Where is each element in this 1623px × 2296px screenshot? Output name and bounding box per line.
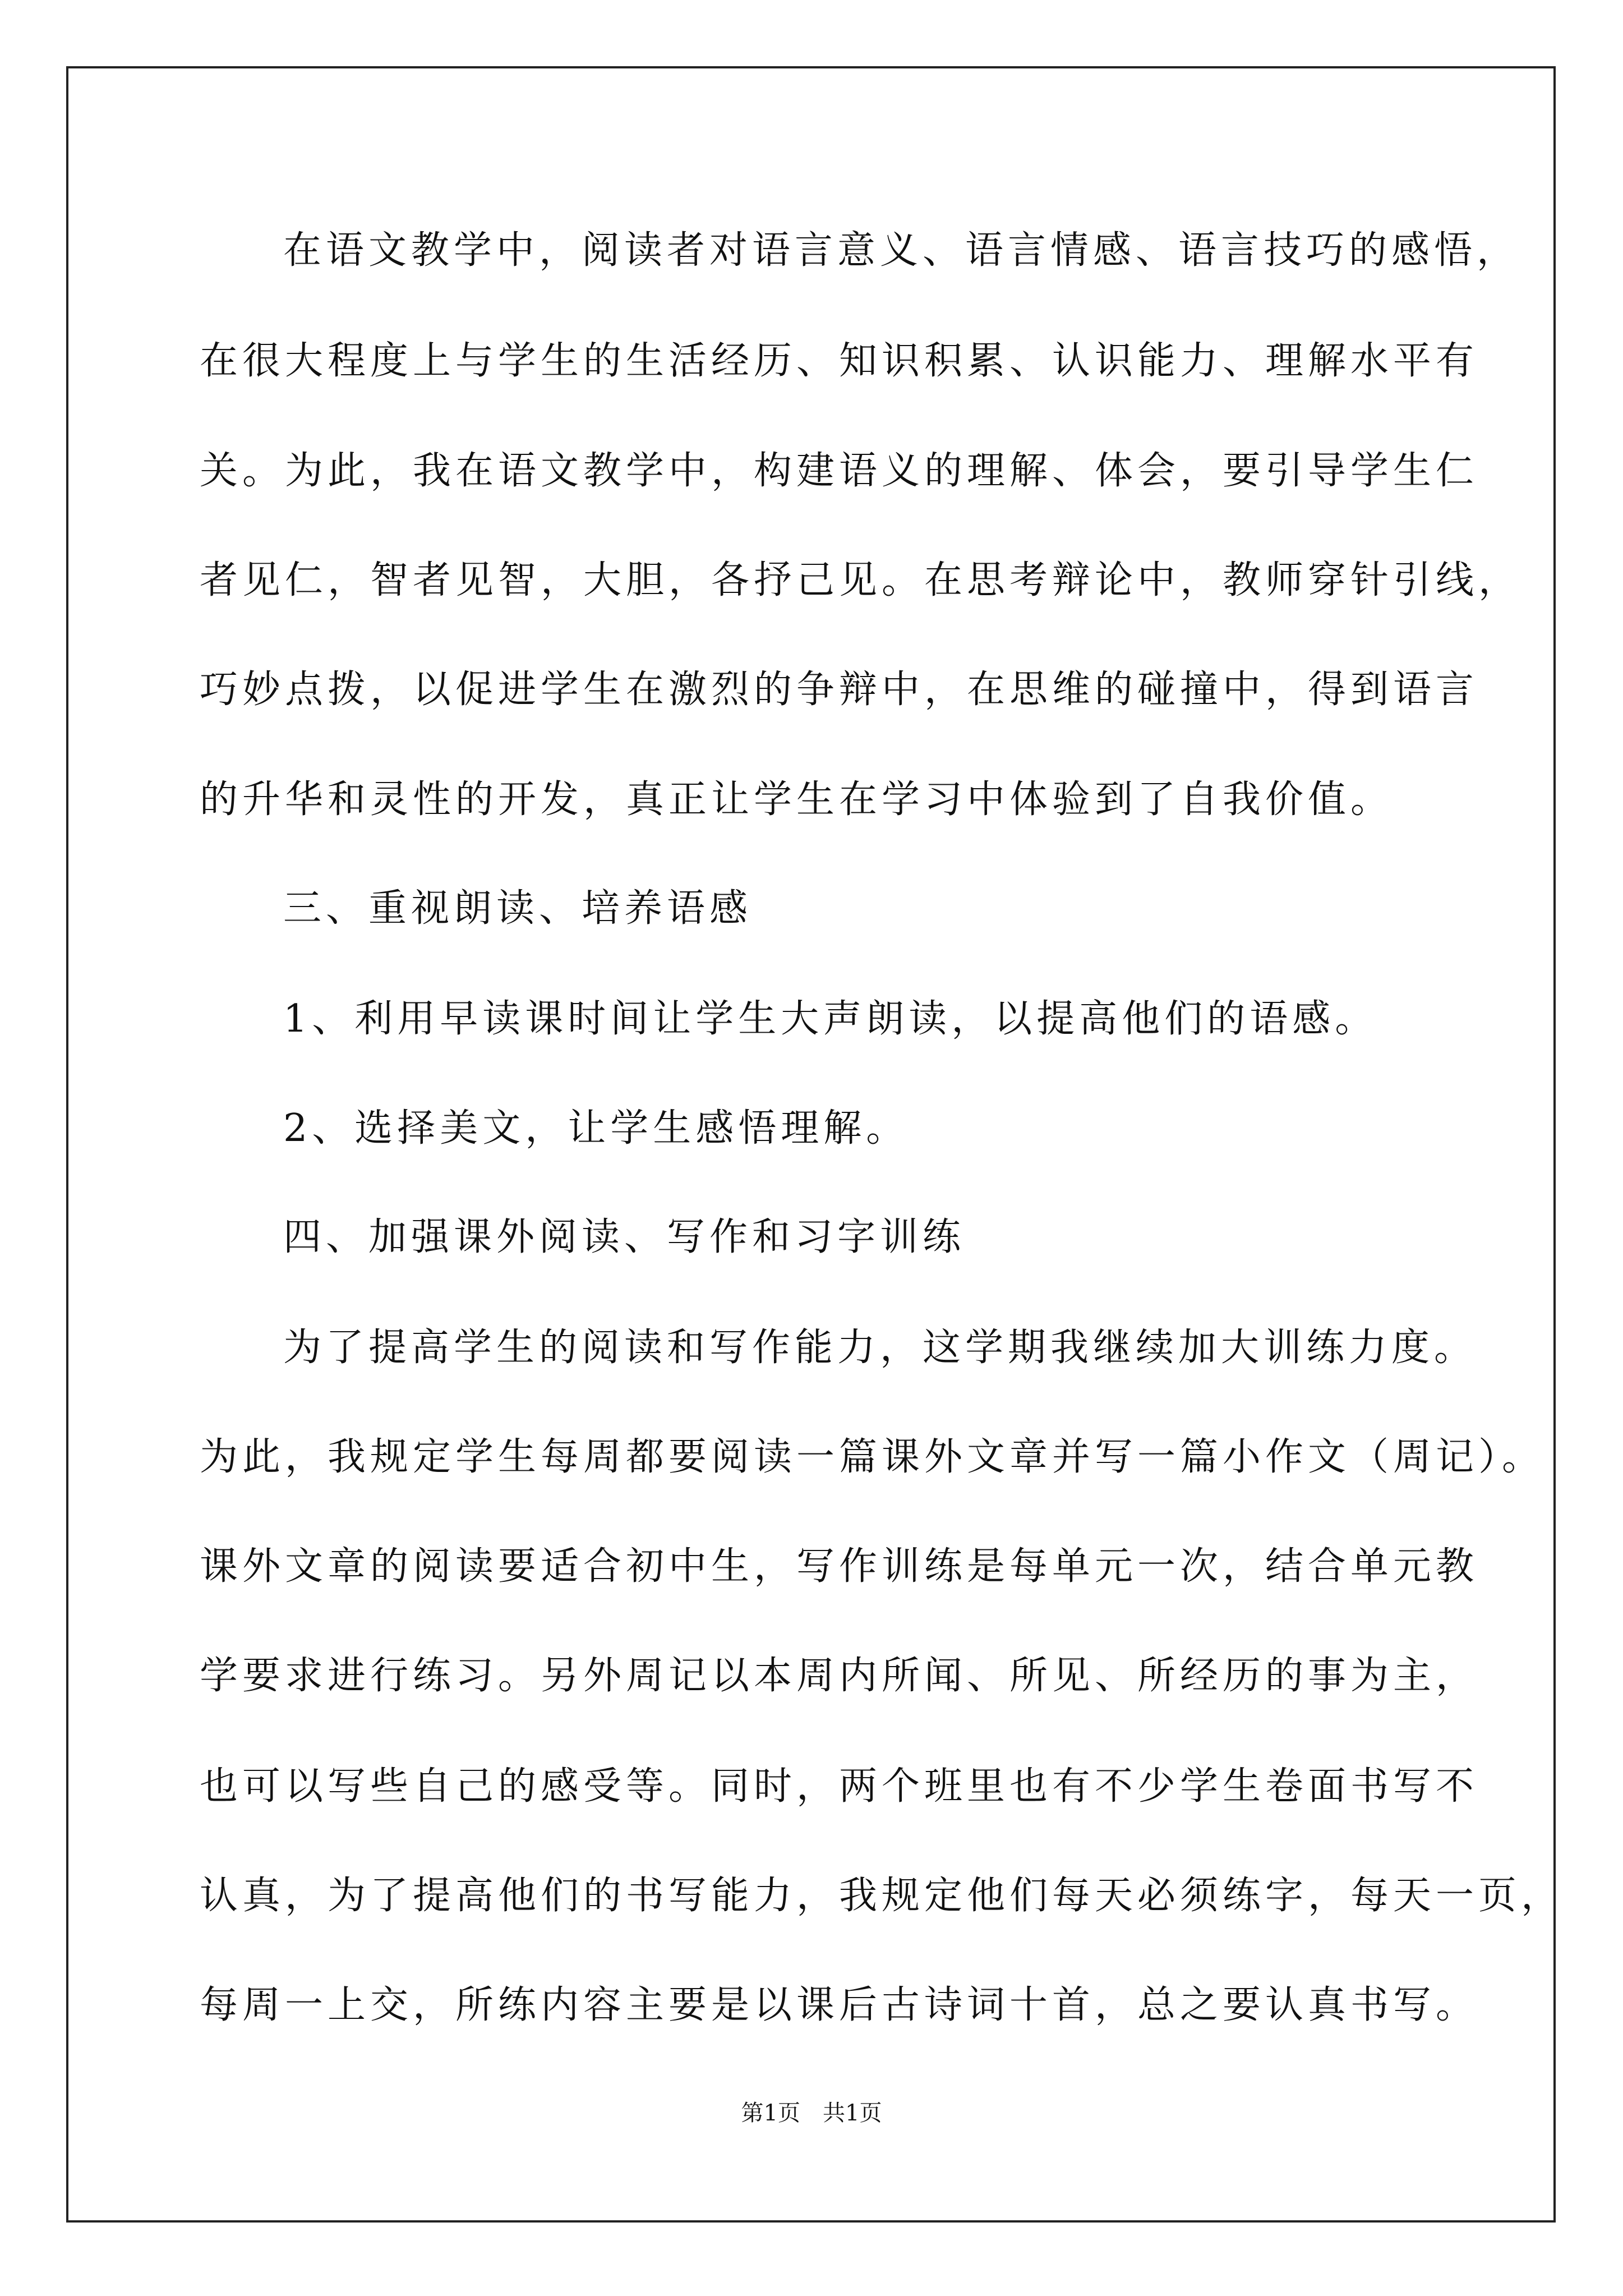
- paragraph-line: 的升华和灵性的开发，真正让学生在学习中体验到了自我价值。: [200, 777, 1394, 822]
- page-total: 共1页: [823, 2100, 882, 2126]
- paragraph-line: 每周一上交，所练内容主要是以课后古诗词十首，总之要认真书写。: [200, 1983, 1479, 2027]
- paragraph-line: 在很大程度上与学生的生活经历、知识积累、认识能力、理解水平有: [200, 339, 1479, 383]
- paragraph-line: 学要求进行练习。另外周记以本周内所闻、所见、所经历的事为主，: [200, 1654, 1479, 1698]
- page-number: 第1页: [741, 2100, 800, 2126]
- paragraph-line: 关。为此，我在语文教学中，构建语义的理解、体会，要引导学生仁: [200, 449, 1479, 493]
- paragraph-line: 为此，我规定学生每周都要阅读一篇课外文章并写一篇小作文（周记）。: [200, 1435, 1545, 1479]
- list-item: 1、利用早读课时间让学生大声朗读，以提高他们的语感。: [283, 997, 1378, 1041]
- paragraph-line: 也可以写些自己的感受等。同时，两个班里也有不少学生卷面书写不: [200, 1764, 1479, 1809]
- section-heading: 三、重视朗读、培养语感: [283, 886, 753, 931]
- paragraph-line: 认真，为了提高他们的书写能力，我规定他们每天必须练字，每天一页，: [200, 1874, 1564, 1918]
- paragraph-line: 者见仁，智者见智，大胆，各抒己见。在思考辩论中，教师穿针引线，: [200, 558, 1521, 602]
- paragraph-line: 课外文章的阅读要适合初中生，写作训练是每单元一次，结合单元教: [200, 1544, 1479, 1589]
- paragraph-line: 巧妙点拨，以促进学生在激烈的争辩中，在思维的碰撞中，得到语言: [200, 668, 1479, 712]
- paragraph-line: 在语文教学中，阅读者对语言意义、语言情感、语言技巧的感悟，: [283, 228, 1520, 273]
- section-heading: 四、加强课外阅读、写作和习字训练: [283, 1215, 966, 1259]
- page-footer: [0, 2099, 1623, 2127]
- list-item: 2、选择美文，让学生感悟理解。: [283, 1106, 909, 1151]
- paragraph-line: 为了提高学生的阅读和写作能力，这学期我继续加大训练力度。: [283, 1326, 1477, 1370]
